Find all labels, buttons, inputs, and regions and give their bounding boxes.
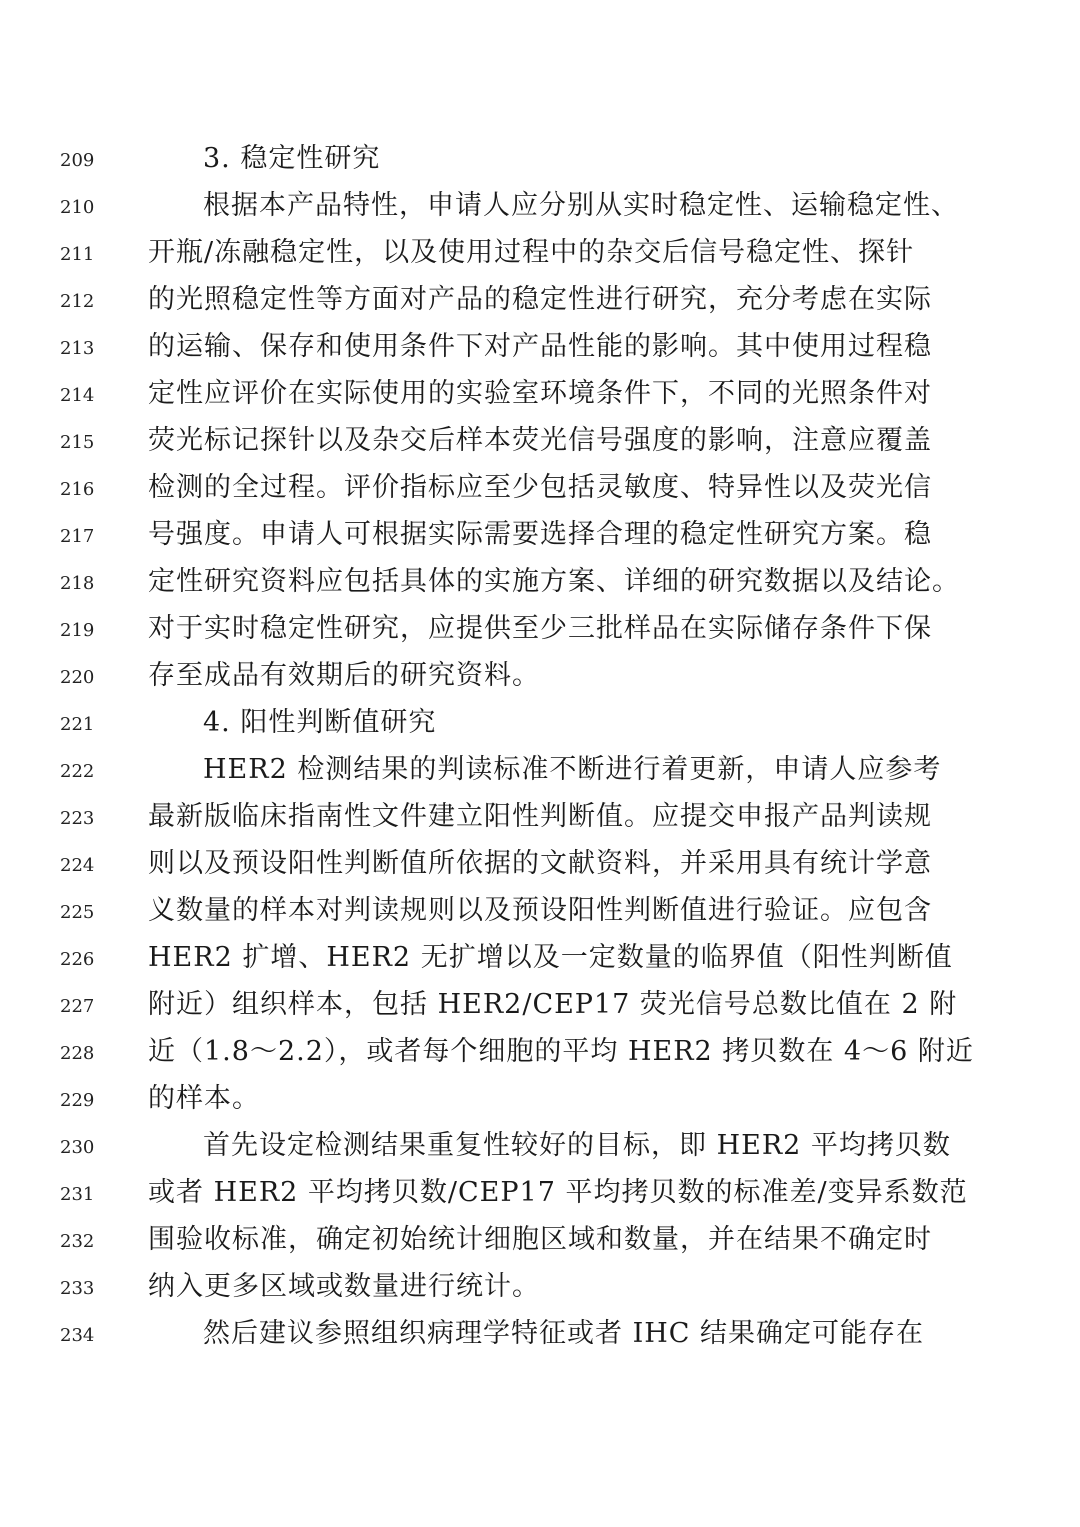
document-line	[0, 795, 1080, 842]
document-line	[0, 1312, 1080, 1359]
line-number: 226	[60, 949, 95, 970]
document-line	[0, 1030, 1080, 1077]
line-number: 213	[60, 338, 95, 359]
document-line	[0, 983, 1080, 1030]
paragraph-line: 检测的全过程。评价指标应至少包括灵敏度、特异性以及荧光信	[148, 472, 932, 503]
paragraph-line: 围验收标准，确定初始统计细胞区域和数量，并在结果不确定时	[148, 1224, 932, 1255]
line-number: 221	[60, 714, 95, 735]
paragraph-line: 近（1.8～2.2），或者每个细胞的平均 HER2 拷贝数在 4～6 附近	[148, 1036, 974, 1067]
document-line	[0, 1218, 1080, 1265]
document-line	[0, 701, 1080, 748]
line-number: 214	[60, 385, 95, 406]
paragraph-line: 附近）组织样本，包括 HER2/CEP17 荧光信号总数比值在 2 附	[148, 989, 958, 1020]
line-number: 231	[60, 1184, 95, 1205]
document-line	[0, 842, 1080, 889]
paragraph-line: 义数量的样本对判读规则以及预设阳性判断值进行验证。应包含	[148, 895, 932, 926]
paragraph-line: 开瓶/冻融稳定性，以及使用过程中的杂交后信号稳定性、探针	[148, 237, 915, 268]
document-line	[0, 889, 1080, 936]
line-number: 224	[60, 855, 95, 876]
paragraph-line: 的样本。	[148, 1083, 260, 1114]
document-line	[0, 560, 1080, 607]
line-number: 211	[60, 244, 95, 265]
paragraph-line: 首先设定检测结果重复性较好的目标，即 HER2 平均拷贝数	[203, 1130, 951, 1161]
document-line	[0, 1077, 1080, 1124]
line-number: 220	[60, 667, 95, 688]
document-line	[0, 1124, 1080, 1171]
paragraph-line: 的运输、保存和使用条件下对产品性能的影响。其中使用过程稳	[148, 331, 932, 362]
paragraph-line: 则以及预设阳性判断值所依据的文献资料，并采用具有统计学意	[148, 848, 932, 879]
line-number: 216	[60, 479, 95, 500]
document-line	[0, 325, 1080, 372]
document-line	[0, 748, 1080, 795]
paragraph-line: 定性应评价在实际使用的实验室环境条件下，不同的光照条件对	[148, 378, 932, 409]
paragraph-line: 纳入更多区域或数量进行统计。	[148, 1271, 540, 1302]
paragraph-line: 对于实时稳定性研究，应提供至少三批样品在实际储存条件下保	[148, 613, 932, 644]
document-line	[0, 137, 1080, 184]
document-line	[0, 466, 1080, 513]
line-number: 219	[60, 620, 95, 641]
document-line	[0, 184, 1080, 231]
paragraph-line: 根据本产品特性，申请人应分别从实时稳定性、运输稳定性、	[203, 190, 959, 221]
document-line	[0, 607, 1080, 654]
paragraph-line: 号强度。申请人可根据实际需要选择合理的稳定性研究方案。稳	[148, 519, 932, 550]
line-number: 210	[60, 197, 95, 218]
line-number: 212	[60, 291, 95, 312]
document-line	[0, 372, 1080, 419]
line-number: 234	[60, 1325, 95, 1346]
paragraph-line: 荧光标记探针以及杂交后样本荧光信号强度的影响，注意应覆盖	[148, 425, 932, 456]
paragraph-line: 的光照稳定性等方面对产品的稳定性进行研究，充分考虑在实际	[148, 284, 932, 315]
line-number: 222	[60, 761, 95, 782]
paragraph-line: 存至成品有效期后的研究资料。	[148, 660, 540, 691]
line-number: 215	[60, 432, 95, 453]
paragraph-line: 或者 HER2 平均拷贝数/CEP17 平均拷贝数的标准差/变异系数范	[148, 1177, 968, 1208]
line-number: 218	[60, 573, 95, 594]
document-line	[0, 1265, 1080, 1312]
document-line	[0, 1171, 1080, 1218]
paragraph-line: 最新版临床指南性文件建立阳性判断值。应提交申报产品判读规	[148, 801, 932, 832]
paragraph-line: HER2 扩增、HER2 无扩增以及一定数量的临界值（阳性判断值	[148, 942, 953, 973]
line-number: 217	[60, 526, 95, 547]
line-number: 228	[60, 1043, 95, 1064]
section-heading: 4. 阳性判断值研究	[203, 707, 437, 738]
section-heading: 3. 稳定性研究	[203, 143, 381, 174]
line-number: 232	[60, 1231, 95, 1252]
document-line	[0, 278, 1080, 325]
line-number: 223	[60, 808, 95, 829]
line-number: 209	[60, 150, 95, 171]
line-number: 227	[60, 996, 95, 1017]
line-number: 233	[60, 1278, 95, 1299]
document-line	[0, 654, 1080, 701]
document-line	[0, 936, 1080, 983]
paragraph-line: HER2 检测结果的判读标准不断进行着更新，申请人应参考	[203, 754, 942, 785]
document-line	[0, 513, 1080, 560]
paragraph-line: 定性研究资料应包括具体的实施方案、详细的研究数据以及结论。	[148, 566, 960, 597]
line-number: 229	[60, 1090, 95, 1111]
line-number: 230	[60, 1137, 95, 1158]
paragraph-line: 然后建议参照组织病理学特征或者 IHC 结果确定可能存在	[203, 1318, 925, 1349]
document-line	[0, 231, 1080, 278]
line-number: 225	[60, 902, 95, 923]
document-line	[0, 419, 1080, 466]
